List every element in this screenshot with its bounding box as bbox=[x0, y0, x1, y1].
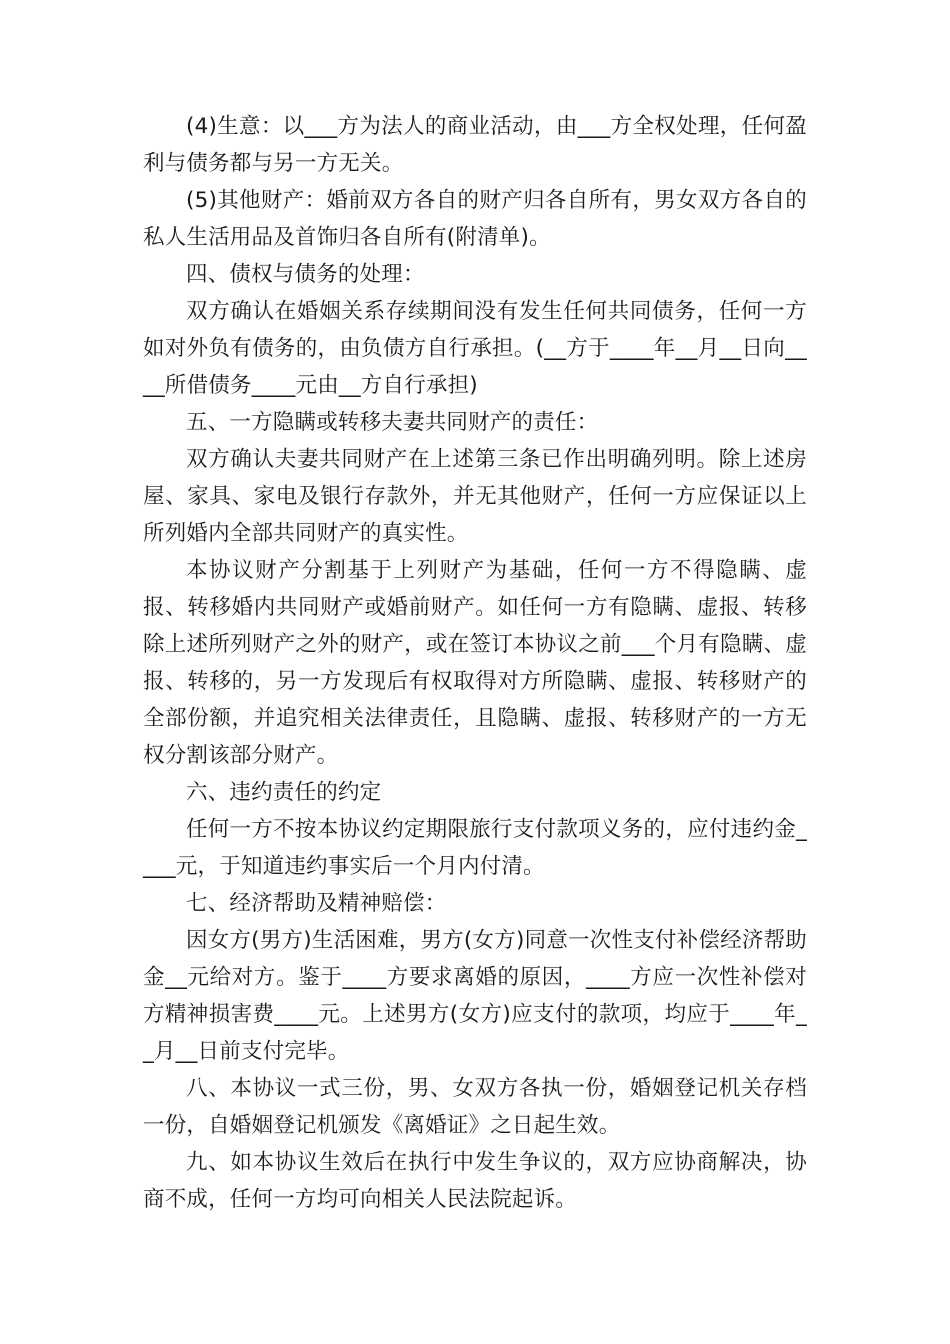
paragraph-business: (4)生意：以___方为法人的商业活动，由___方全权处理，任何盈利与债务都与另一方无关。 bbox=[143, 114, 807, 176]
paragraph-compensation: 因女方(男方)生活困难，男方(女方)同意一次性支付补偿经济帮助金__元给对方。鉴于____方要求离婚的原因，____方应一次性补偿对方精神损害费____元。上述男方(女方)应支付的款项，均应于____年__月__日前支付完毕。 bbox=[143, 928, 807, 1064]
paragraph-concealment-penalty: 本协议财产分割基于上列财产为基础，任何一方不得隐瞒、虚报、转移婚内共同财产或婚前财产。如任何一方有隐瞒、虚报、转移除上述所列财产之外的财产，或在签订本协议之前___个月有隐瞒、虚报、转移的，另一方发现后有权取得对方所隐瞒、虚报、转移财产的全部份额，并追究相关法律责任，且隐瞒、虚报、转移财产的一方无权分割该部分财产。 bbox=[143, 558, 807, 768]
section-heading-concealment: 五、一方隐瞒或转移夫妻共同财产的责任： bbox=[186, 410, 599, 435]
paragraph-disputes: 九、如本协议生效后在执行中发生争议的，双方应协商解决，协商不成，任何一方均可向相关人民法院起诉。 bbox=[143, 1150, 807, 1212]
section-heading-breach: 六、违约责任的约定 bbox=[186, 780, 382, 805]
paragraph-copies-effect: 八、本协议一式三份，男、女双方各执一份，婚姻登记机关存档一份，自婚姻登记机颁发《离婚证》之日起生效。 bbox=[143, 1076, 807, 1138]
paragraph-joint-property-confirmation: 双方确认夫妻共同财产在上述第三条已作出明确列明。除上述房屋、家具、家电及银行存款外，并无其他财产，任何一方应保证以上所列婚内全部共同财产的真实性。 bbox=[143, 447, 807, 546]
section-heading-compensation: 七、经济帮助及精神赔偿： bbox=[186, 891, 447, 916]
document-body bbox=[143, 108, 807, 1218]
paragraph-breach: 任何一方不按本协议约定期限旅行支付款项义务的，应付违约金____元，于知道违约事实后一个月内付清。 bbox=[143, 817, 807, 879]
paragraph-other-property: (5)其他财产：婚前双方各自的财产归各自所有，男女双方各自的私人生活用品及首饰归各自所有(附清单)。 bbox=[143, 188, 807, 250]
paragraph-debts: 双方确认在婚姻关系存续期间没有发生任何共同债务，任何一方如对外负有债务的，由负债方自行承担。(__方于____年__月__日向____所借债务____元由__方自行承担) bbox=[143, 299, 807, 398]
section-heading-debts: 四、债权与债务的处理： bbox=[186, 262, 425, 287]
